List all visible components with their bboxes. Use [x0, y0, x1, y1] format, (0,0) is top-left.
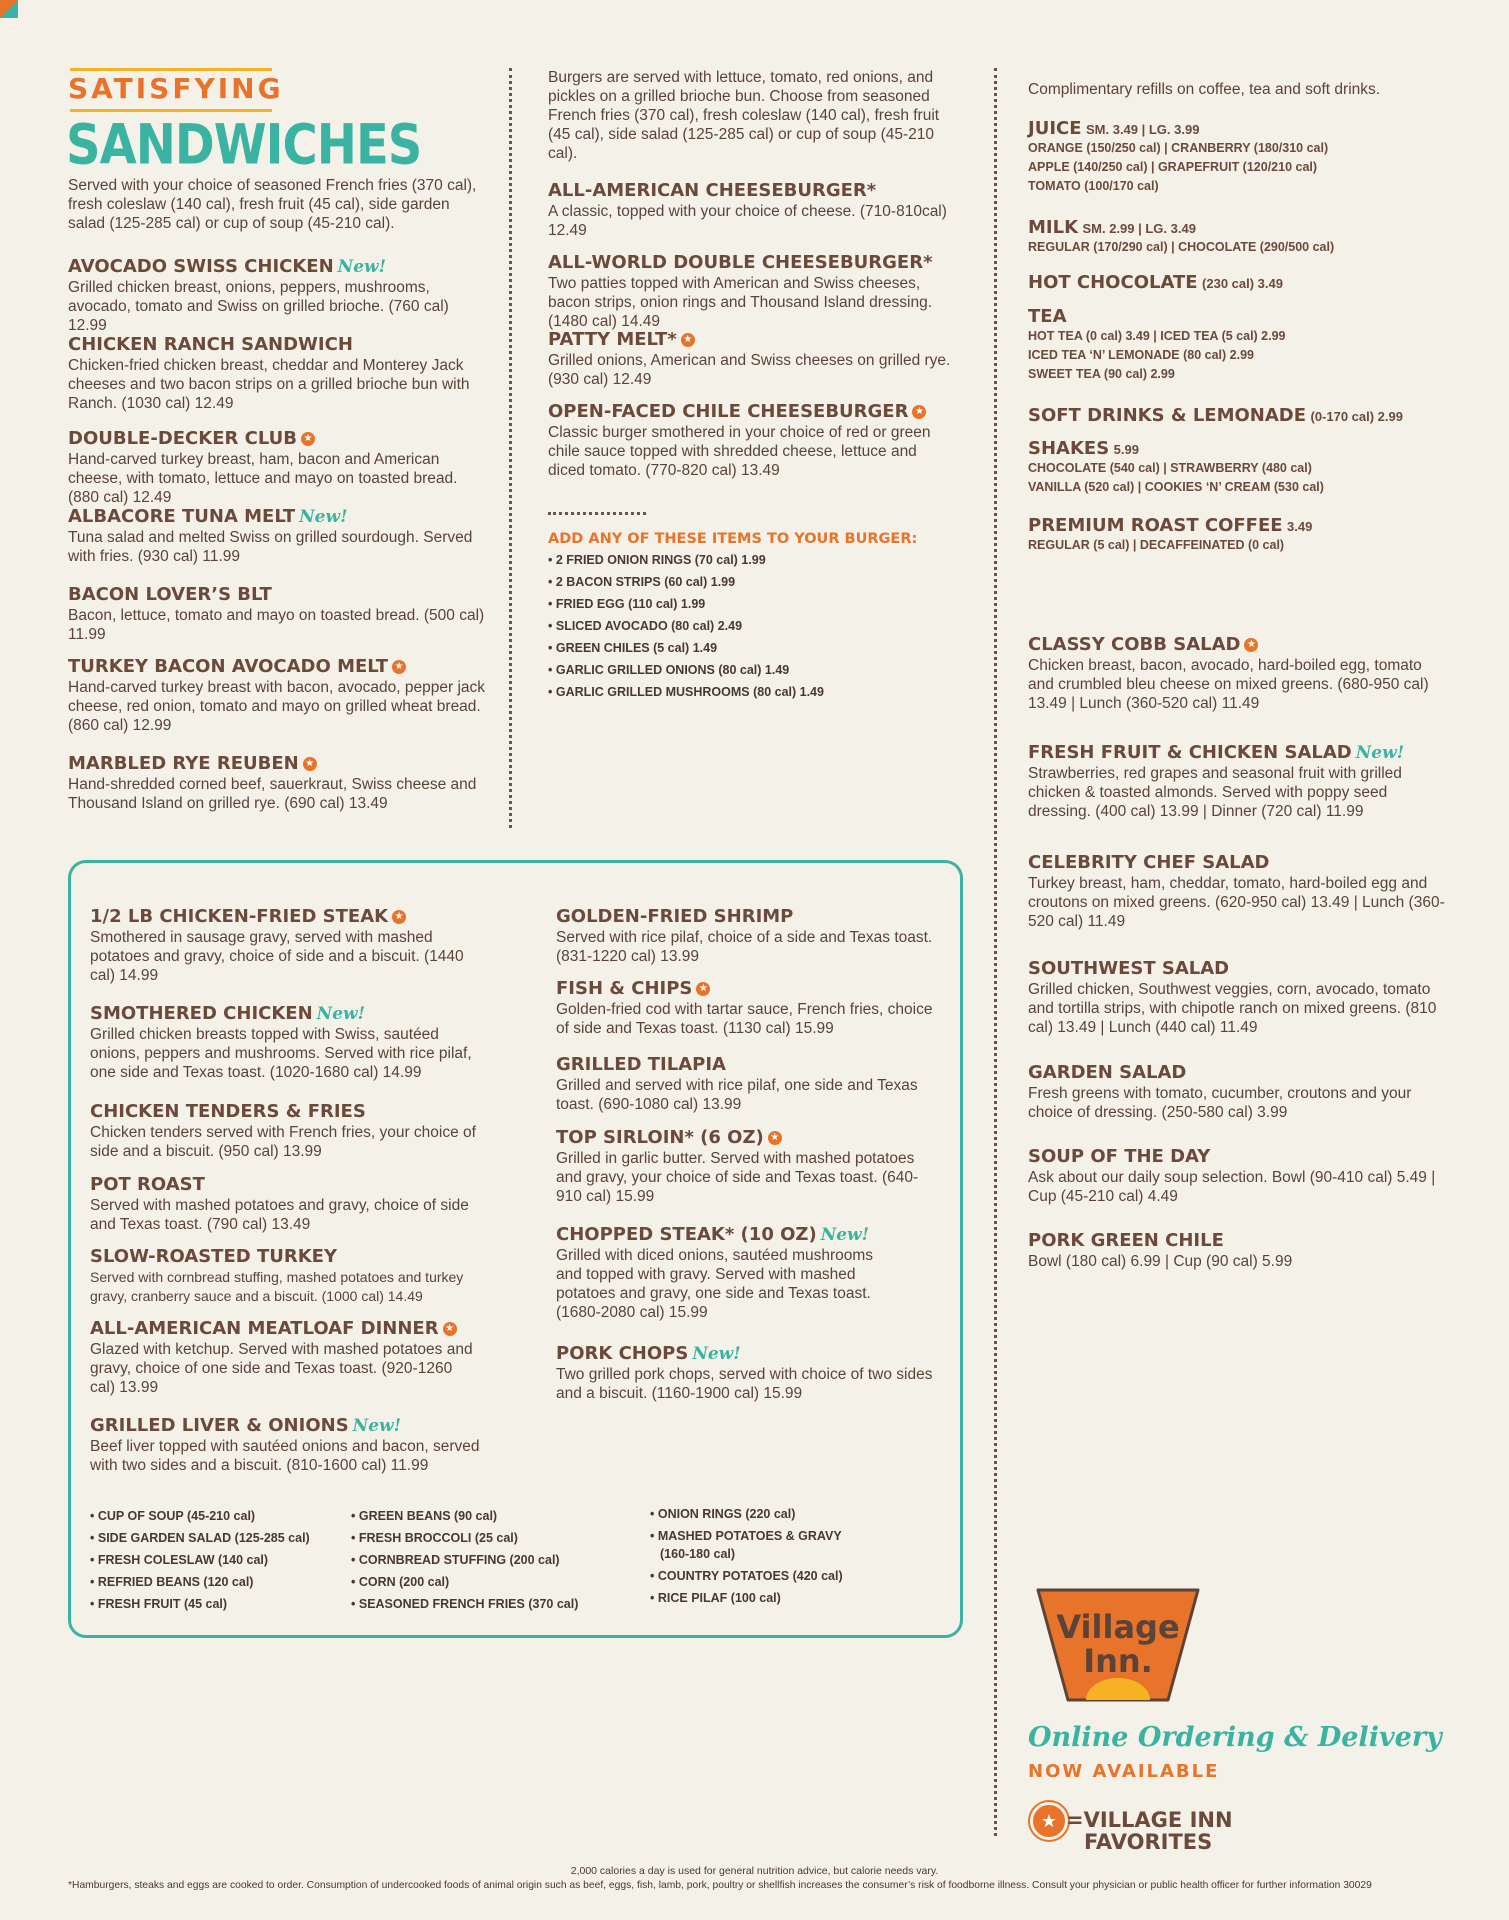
column-divider-1 — [509, 68, 512, 828]
drink-hot-chocolate — [1028, 272, 1468, 293]
drink-name: SHAKES — [1028, 438, 1110, 459]
menu-item — [556, 1343, 936, 1403]
footer-disclaimer: *Hamburgers, steaks and eggs are cooked to order. Consumption of undercooked foods of animal origin such as beef, eggs, fish, lamb, pork, poultry or shellfish increases the consumer’s risk of foodborne illness. Consult your physician or public health officer for further information 30029 — [68, 1880, 1372, 1891]
addon-item: • 2 BACON STRIPS (60 cal) 1.99 — [548, 575, 735, 589]
menu-item — [1028, 742, 1448, 821]
favorite-star-icon: ★ — [696, 982, 710, 996]
item-desc: Chicken-fried chicken breast, cheddar and Monterey Jack cheeses and two bacon strips on a grilled brioche bun with Ranch. (1030 cal) 12.49 — [68, 357, 470, 412]
item-name: ALL-WORLD DOUBLE CHEESEBURGER* — [548, 252, 933, 273]
menu-item — [90, 1415, 480, 1475]
item-name: SOUTHWEST SALAD — [1028, 958, 1230, 979]
menu-item — [1028, 852, 1448, 931]
sides-list-3 — [650, 1505, 843, 1607]
item-name: FRESH FRUIT & CHICKEN SALAD — [1028, 742, 1352, 763]
favorite-star-icon: ★ — [768, 1131, 782, 1145]
drink-option: VANILLA (520 cal) | COOKIES ‘N’ CREAM (530 cal) — [1028, 480, 1324, 494]
item-desc: Two patties topped with American and Swiss cheeses, bacon strips, onion rings and Thousand Island dressing. (1480 cal) 14.49 — [548, 275, 933, 330]
item-desc: Turkey breast, ham, cheddar, tomato, hard-boiled egg and croutons on mixed greens. (620-950 cal) 13.49 | Lunch (360-520 cal) 11.49 — [1028, 875, 1445, 930]
side-item: • REFRIED BEANS (120 cal) — [90, 1575, 253, 1589]
side-item: • ONION RINGS (220 cal) — [650, 1507, 795, 1521]
item-desc: Served with cornbread stuffing, mashed potatoes and turkey gravy, cranberry sauce and a biscuit. (1000 cal) 14.49 — [90, 1269, 464, 1304]
menu-item — [90, 1174, 480, 1234]
item-name: CLASSY COBB SALAD — [1028, 634, 1241, 655]
menu-item — [90, 1318, 480, 1397]
menu-item — [556, 1127, 936, 1206]
drink-option: CHOCOLATE (540 cal) | STRAWBERRY (480 cal) — [1028, 461, 1312, 475]
menu-item — [68, 753, 488, 813]
refills-note: Complimentary refills on coffee, tea and soft drinks. — [1028, 81, 1381, 98]
menu-item — [556, 1224, 901, 1322]
addon-item: • GARLIC GRILLED MUSHROOMS (80 cal) 1.49 — [548, 685, 824, 699]
item-desc: Grilled and served with rice pilaf, one side and Texas toast. (690-1080 cal) 13.99 — [556, 1077, 918, 1113]
drink-name: PREMIUM ROAST COFFEE — [1028, 515, 1283, 536]
side-item: • MASHED POTATOES & GRAVY — [650, 1529, 842, 1543]
new-badge: New! — [1355, 743, 1405, 763]
side-item: • COUNTRY POTATOES (420 cal) — [650, 1569, 843, 1583]
item-name: GARDEN SALAD — [1028, 1062, 1187, 1083]
new-badge: New! — [692, 1344, 741, 1364]
drink-option: APPLE (140/250 cal) | GRAPEFRUIT (120/210 cal) — [1028, 160, 1318, 174]
item-desc: Grilled with diced onions, sautéed mushrooms and topped with gravy. Served with mashed potatoes and gravy, one side and Texas toast. (1680-2080 cal) 15.99 — [556, 1247, 874, 1321]
drink-price: 5.99 — [1113, 442, 1139, 457]
item-name: DOUBLE-DECKER CLUB — [68, 428, 298, 449]
side-item: • GREEN BEANS (90 cal) — [351, 1509, 497, 1523]
drink-name: MILK — [1028, 217, 1079, 238]
item-desc: Strawberries, red grapes and seasonal fruit with grilled chicken & toasted almonds. Served with poppy seed dressing. (400 cal) 13.99 | Dinner (720 cal) 11.99 — [1028, 765, 1402, 820]
item-desc: Golden-fried cod with tartar sauce, French fries, choice of side and Texas toast. (1130 cal) 15.99 — [556, 1001, 933, 1037]
village-inn-logo — [1034, 1588, 1202, 1704]
favorite-star-icon: ★ — [301, 432, 315, 446]
item-name: MARBLED RYE REUBEN — [68, 753, 299, 774]
item-name: AVOCADO SWISS CHICKEN — [68, 256, 334, 277]
drink-name: JUICE — [1028, 118, 1082, 139]
menu-item — [90, 1246, 490, 1306]
addons-divider — [548, 512, 646, 515]
menu-item — [556, 978, 936, 1038]
item-desc: A classic, topped with your choice of cheese. (710-810cal) 12.49 — [548, 203, 947, 239]
addon-item: • GREEN CHILES (5 cal) 1.49 — [548, 641, 717, 655]
item-desc: Glazed with ketchup. Served with mashed potatoes and gravy, choice of one side and Texas toast. (920-1260 cal) 13.99 — [90, 1341, 473, 1396]
drink-price: 3.49 — [1287, 519, 1313, 534]
menu-item — [90, 1003, 480, 1082]
online-ordering-text: Online Ordering & Delivery — [1028, 1722, 1442, 1753]
item-desc: Beef liver topped with sautéed onions and bacon, served with two sides and a biscuit. (810-1600 cal) 11.99 — [90, 1438, 480, 1474]
side-item: • FRESH BROCCOLI (25 cal) — [351, 1531, 518, 1545]
item-name: GOLDEN-FRIED SHRIMP — [556, 906, 794, 927]
favorites-key-text — [1066, 1809, 1233, 1853]
side-item-continued: (160-180 cal) — [660, 1547, 736, 1561]
item-name: TURKEY BACON AVOCADO MELT — [68, 656, 389, 677]
addons-list — [548, 549, 824, 703]
favorites-key-line1: =VILLAGE INN — [1066, 1808, 1233, 1832]
item-desc: Bowl (180 cal) 6.99 | Cup (90 cal) 5.99 — [1028, 1253, 1293, 1270]
drink-milk — [1028, 217, 1468, 257]
drink-name: SOFT DRINKS & LEMONADE — [1028, 405, 1307, 426]
side-item: • CUP OF SOUP (45-210 cal) — [90, 1509, 255, 1523]
new-badge: New! — [337, 257, 387, 277]
new-badge: New! — [299, 507, 348, 527]
item-desc: Fresh greens with tomato, cucumber, croutons and your choice of dressing. (250-580 cal) 3.99 — [1028, 1085, 1412, 1121]
now-available-text: NOW AVAILABLE — [1028, 1761, 1220, 1782]
drink-shakes — [1028, 438, 1468, 497]
sides-list-2 — [351, 1505, 578, 1615]
side-item: • FRESH FRUIT (45 cal) — [90, 1597, 227, 1611]
item-name: SOUP OF THE DAY — [1028, 1146, 1211, 1167]
menu-item — [1028, 1146, 1448, 1206]
item-desc: Smothered in sausage gravy, served with mashed potatoes and gravy, choice of side and a biscuit. (1440 cal) 14.99 — [90, 929, 464, 984]
favorites-key-line2: FAVORITES — [1084, 1830, 1213, 1854]
menu-item — [68, 334, 488, 413]
menu-item — [68, 256, 488, 335]
item-desc: Grilled chicken breasts topped with Swiss, sautéed onions, peppers and mushrooms. Served with rice pilaf, one side and Texas toast. (1020-1680 cal) 14.99 — [90, 1026, 472, 1081]
drink-option: REGULAR (170/290 cal) | CHOCOLATE (290/500 cal) — [1028, 240, 1335, 254]
menu-item — [68, 428, 488, 507]
burgers-intro: Burgers are served with lettuce, tomato, red onions, and pickles on a grilled brioche bun. Choose from seasoned French fries (370 cal), fresh coleslaw (140 cal), fresh fruit (45 cal), side salad (125-285 cal) or cup of soup (45-210 cal). — [548, 69, 940, 162]
side-item: • RICE PILAF (100 cal) — [650, 1591, 781, 1605]
menu-item — [90, 1101, 480, 1161]
drink-option: ICED TEA ‘N’ LEMONADE (80 cal) 2.99 — [1028, 348, 1254, 362]
side-item: • SEASONED FRENCH FRIES (370 cal) — [351, 1597, 578, 1611]
item-desc: Hand-carved turkey breast, ham, bacon and American cheese, with tomato, lettuce and mayo on toasted bread. (880 cal) 12.49 — [68, 451, 458, 506]
item-name: PORK CHOPS — [556, 1343, 689, 1364]
item-desc: Tuna salad and melted Swiss on grilled sourdough. Served with fries. (930 cal) 11.99 — [68, 529, 473, 565]
menu-item — [68, 584, 488, 644]
drink-price: (0-170 cal) 2.99 — [1310, 409, 1403, 424]
item-name: 1/2 LB CHICKEN-FRIED STEAK — [90, 906, 389, 927]
item-name: FISH & CHIPS — [556, 978, 693, 999]
item-desc: Grilled onions, American and Swiss cheeses on grilled rye. (930 cal) 12.49 — [548, 352, 951, 388]
drink-option: HOT TEA (0 cal) 3.49 | ICED TEA (5 cal) 2.99 — [1028, 329, 1286, 343]
item-desc: Grilled in garlic butter. Served with mashed potatoes and gravy, your choice of side and Texas toast. (640-910 cal) 15.99 — [556, 1150, 919, 1205]
menu-item — [556, 1054, 936, 1114]
sides-list-1 — [90, 1505, 310, 1615]
drink-option: TOMATO (100/170 cal) — [1028, 179, 1159, 193]
favorite-star-icon: ★ — [1244, 638, 1258, 652]
item-desc: Grilled chicken, Southwest veggies, corn, avocado, tomato and tortilla strips, with chipotle ranch on mixed greens. (810 cal) 13.49 | Lunch (440 cal) 11.49 — [1028, 981, 1437, 1036]
item-desc: Classic burger smothered in your choice of red or green chile sauce topped with shredded cheese, lettuce and diced tomato. (770-820 cal) 13.49 — [548, 424, 931, 479]
drink-option: ORANGE (150/250 cal) | CRANBERRY (180/310 cal) — [1028, 141, 1329, 155]
favorite-star-icon: ★ — [681, 333, 695, 347]
addon-item: • FRIED EGG (110 cal) 1.99 — [548, 597, 705, 611]
item-name: ALL-AMERICAN CHEESEBURGER* — [548, 180, 877, 201]
item-name: CELEBRITY CHEF SALAD — [1028, 852, 1270, 873]
logo-text-inn: Inn. — [1083, 1642, 1153, 1680]
drink-soft-drinks — [1028, 405, 1468, 426]
favorite-star-icon: ★ — [912, 405, 926, 419]
logo-text-village: Village — [1056, 1608, 1180, 1646]
item-desc: Served with rice pilaf, choice of a side and Texas toast. (831-1220 cal) 13.99 — [556, 929, 933, 965]
heading-bar-bottom — [70, 109, 272, 112]
menu-item — [556, 906, 936, 966]
item-name: PATTY MELT* — [548, 329, 677, 350]
addons-title: ADD ANY OF THESE ITEMS TO YOUR BURGER: — [548, 531, 918, 547]
favorite-star-icon: ★ — [392, 660, 406, 674]
item-desc: Chicken breast, bacon, avocado, hard-boiled egg, tomato and crumbled bleu cheese on mixed greens. (680-950 cal) 13.49 | Lunch (360-520 cal) 11.49 — [1028, 657, 1429, 712]
drink-juice — [1028, 118, 1468, 196]
side-item: • CORNBREAD STUFFING (200 cal) — [351, 1553, 560, 1567]
footer-calorie-note: 2,000 calories a day is used for general nutrition advice, but calorie needs vary. — [570, 1865, 939, 1877]
item-name: POT ROAST — [90, 1174, 205, 1195]
heading-sandwiches: SANDWICHES — [66, 113, 422, 178]
item-desc: Hand-shredded corned beef, sauerkraut, Swiss cheese and Thousand Island on grilled rye. (690 cal) 13.49 — [68, 776, 477, 812]
corner-logo-icon — [0, 0, 18, 18]
menu-item — [1028, 1230, 1448, 1271]
heading-bar-top — [70, 68, 272, 71]
new-badge: New! — [352, 1416, 402, 1436]
item-desc: Grilled chicken breast, onions, peppers, mushrooms, avocado, tomato and Swiss on grilled brioche. (760 cal) 12.99 — [68, 279, 449, 334]
addon-item: • GARLIC GRILLED ONIONS (80 cal) 1.49 — [548, 663, 789, 677]
menu-item — [548, 252, 953, 331]
item-name: SMOTHERED CHICKEN — [90, 1003, 313, 1024]
item-desc: Ask about our daily soup selection. Bowl (90-410 cal) 5.49 | Cup (45-210 cal) 4.49 — [1028, 1169, 1436, 1205]
side-item: • FRESH COLESLAW (140 cal) — [90, 1553, 268, 1567]
addon-item: • SLICED AVOCADO (80 cal) 2.49 — [548, 619, 742, 633]
menu-item — [548, 329, 953, 389]
drink-option: SWEET TEA (90 cal) 2.99 — [1028, 367, 1175, 381]
menu-item — [1028, 1062, 1448, 1122]
item-name: BACON LOVER’S BLT — [68, 584, 272, 605]
menu-item — [1028, 634, 1448, 713]
menu-item — [548, 180, 953, 240]
item-name: TOP SIRLOIN* (6 OZ) — [556, 1127, 764, 1148]
drink-coffee — [1028, 515, 1468, 555]
favorite-key-star-icon: ★ — [1030, 1802, 1068, 1840]
drink-tea — [1028, 306, 1468, 384]
drink-price: SM. 3.49 | LG. 3.99 — [1085, 122, 1200, 137]
item-desc: Two grilled pork chops, served with choice of two sides and a biscuit. (1160-1900 cal) 15.99 — [556, 1366, 933, 1402]
item-name: PORK GREEN CHILE — [1028, 1230, 1224, 1251]
drink-name: HOT CHOCOLATE — [1028, 272, 1198, 293]
drink-name: TEA — [1028, 306, 1067, 327]
item-name: SLOW-ROASTED TURKEY — [90, 1246, 337, 1267]
column-divider-2 — [994, 68, 997, 1836]
menu-item — [548, 401, 953, 480]
addon-item: • 2 FRIED ONION RINGS (70 cal) 1.99 — [548, 553, 766, 567]
item-name: GRILLED LIVER & ONIONS — [90, 1415, 349, 1436]
menu-item — [1028, 958, 1448, 1037]
item-name: ALL-AMERICAN MEATLOAF DINNER — [90, 1318, 439, 1339]
item-name: CHICKEN RANCH SANDWICH — [68, 334, 353, 355]
item-desc: Served with mashed potatoes and gravy, choice of side and Texas toast. (790 cal) 13.49 — [90, 1197, 469, 1233]
item-desc: Chicken tenders served with French fries, your choice of side and a biscuit. (950 cal) 13.99 — [90, 1124, 476, 1160]
item-desc: Hand-carved turkey breast with bacon, avocado, pepper jack cheese, red onion, tomato and mayo on grilled wheat bread. (860 cal) 12.99 — [68, 679, 486, 734]
new-badge: New! — [316, 1004, 366, 1024]
side-item: • CORN (200 cal) — [351, 1575, 449, 1589]
menu-item — [68, 506, 488, 566]
heading-satisfying: SATISFYING — [68, 72, 284, 105]
drink-price: SM. 2.99 | LG. 3.49 — [1082, 221, 1196, 236]
item-name: CHOPPED STEAK* (10 OZ) — [556, 1224, 817, 1245]
favorite-star-icon: ★ — [303, 757, 317, 771]
item-name: GRILLED TILAPIA — [556, 1054, 726, 1075]
side-item: • SIDE GARDEN SALAD (125-285 cal) — [90, 1531, 310, 1545]
drink-option: REGULAR (5 cal) | DECAFFEINATED (0 cal) — [1028, 538, 1285, 552]
new-badge: New! — [820, 1225, 870, 1245]
sandwiches-intro: Served with your choice of seasoned French fries (370 cal), fresh coleslaw (140 cal), fresh fruit (45 cal), side garden salad (125-285 cal) or cup of soup (45-210 cal). — [68, 177, 477, 232]
item-name: ALBACORE TUNA MELT — [68, 506, 296, 527]
menu-item — [68, 656, 488, 735]
item-name: CHICKEN TENDERS & FRIES — [90, 1101, 366, 1122]
favorite-star-icon: ★ — [392, 910, 406, 924]
drink-price: (230 cal) 3.49 — [1202, 276, 1283, 291]
item-name: OPEN-FACED CHILE CHEESEBURGER — [548, 401, 909, 422]
menu-item — [90, 906, 480, 985]
favorite-star-icon: ★ — [443, 1322, 457, 1336]
item-desc: Bacon, lettuce, tomato and mayo on toasted bread. (500 cal) 11.99 — [68, 607, 485, 643]
